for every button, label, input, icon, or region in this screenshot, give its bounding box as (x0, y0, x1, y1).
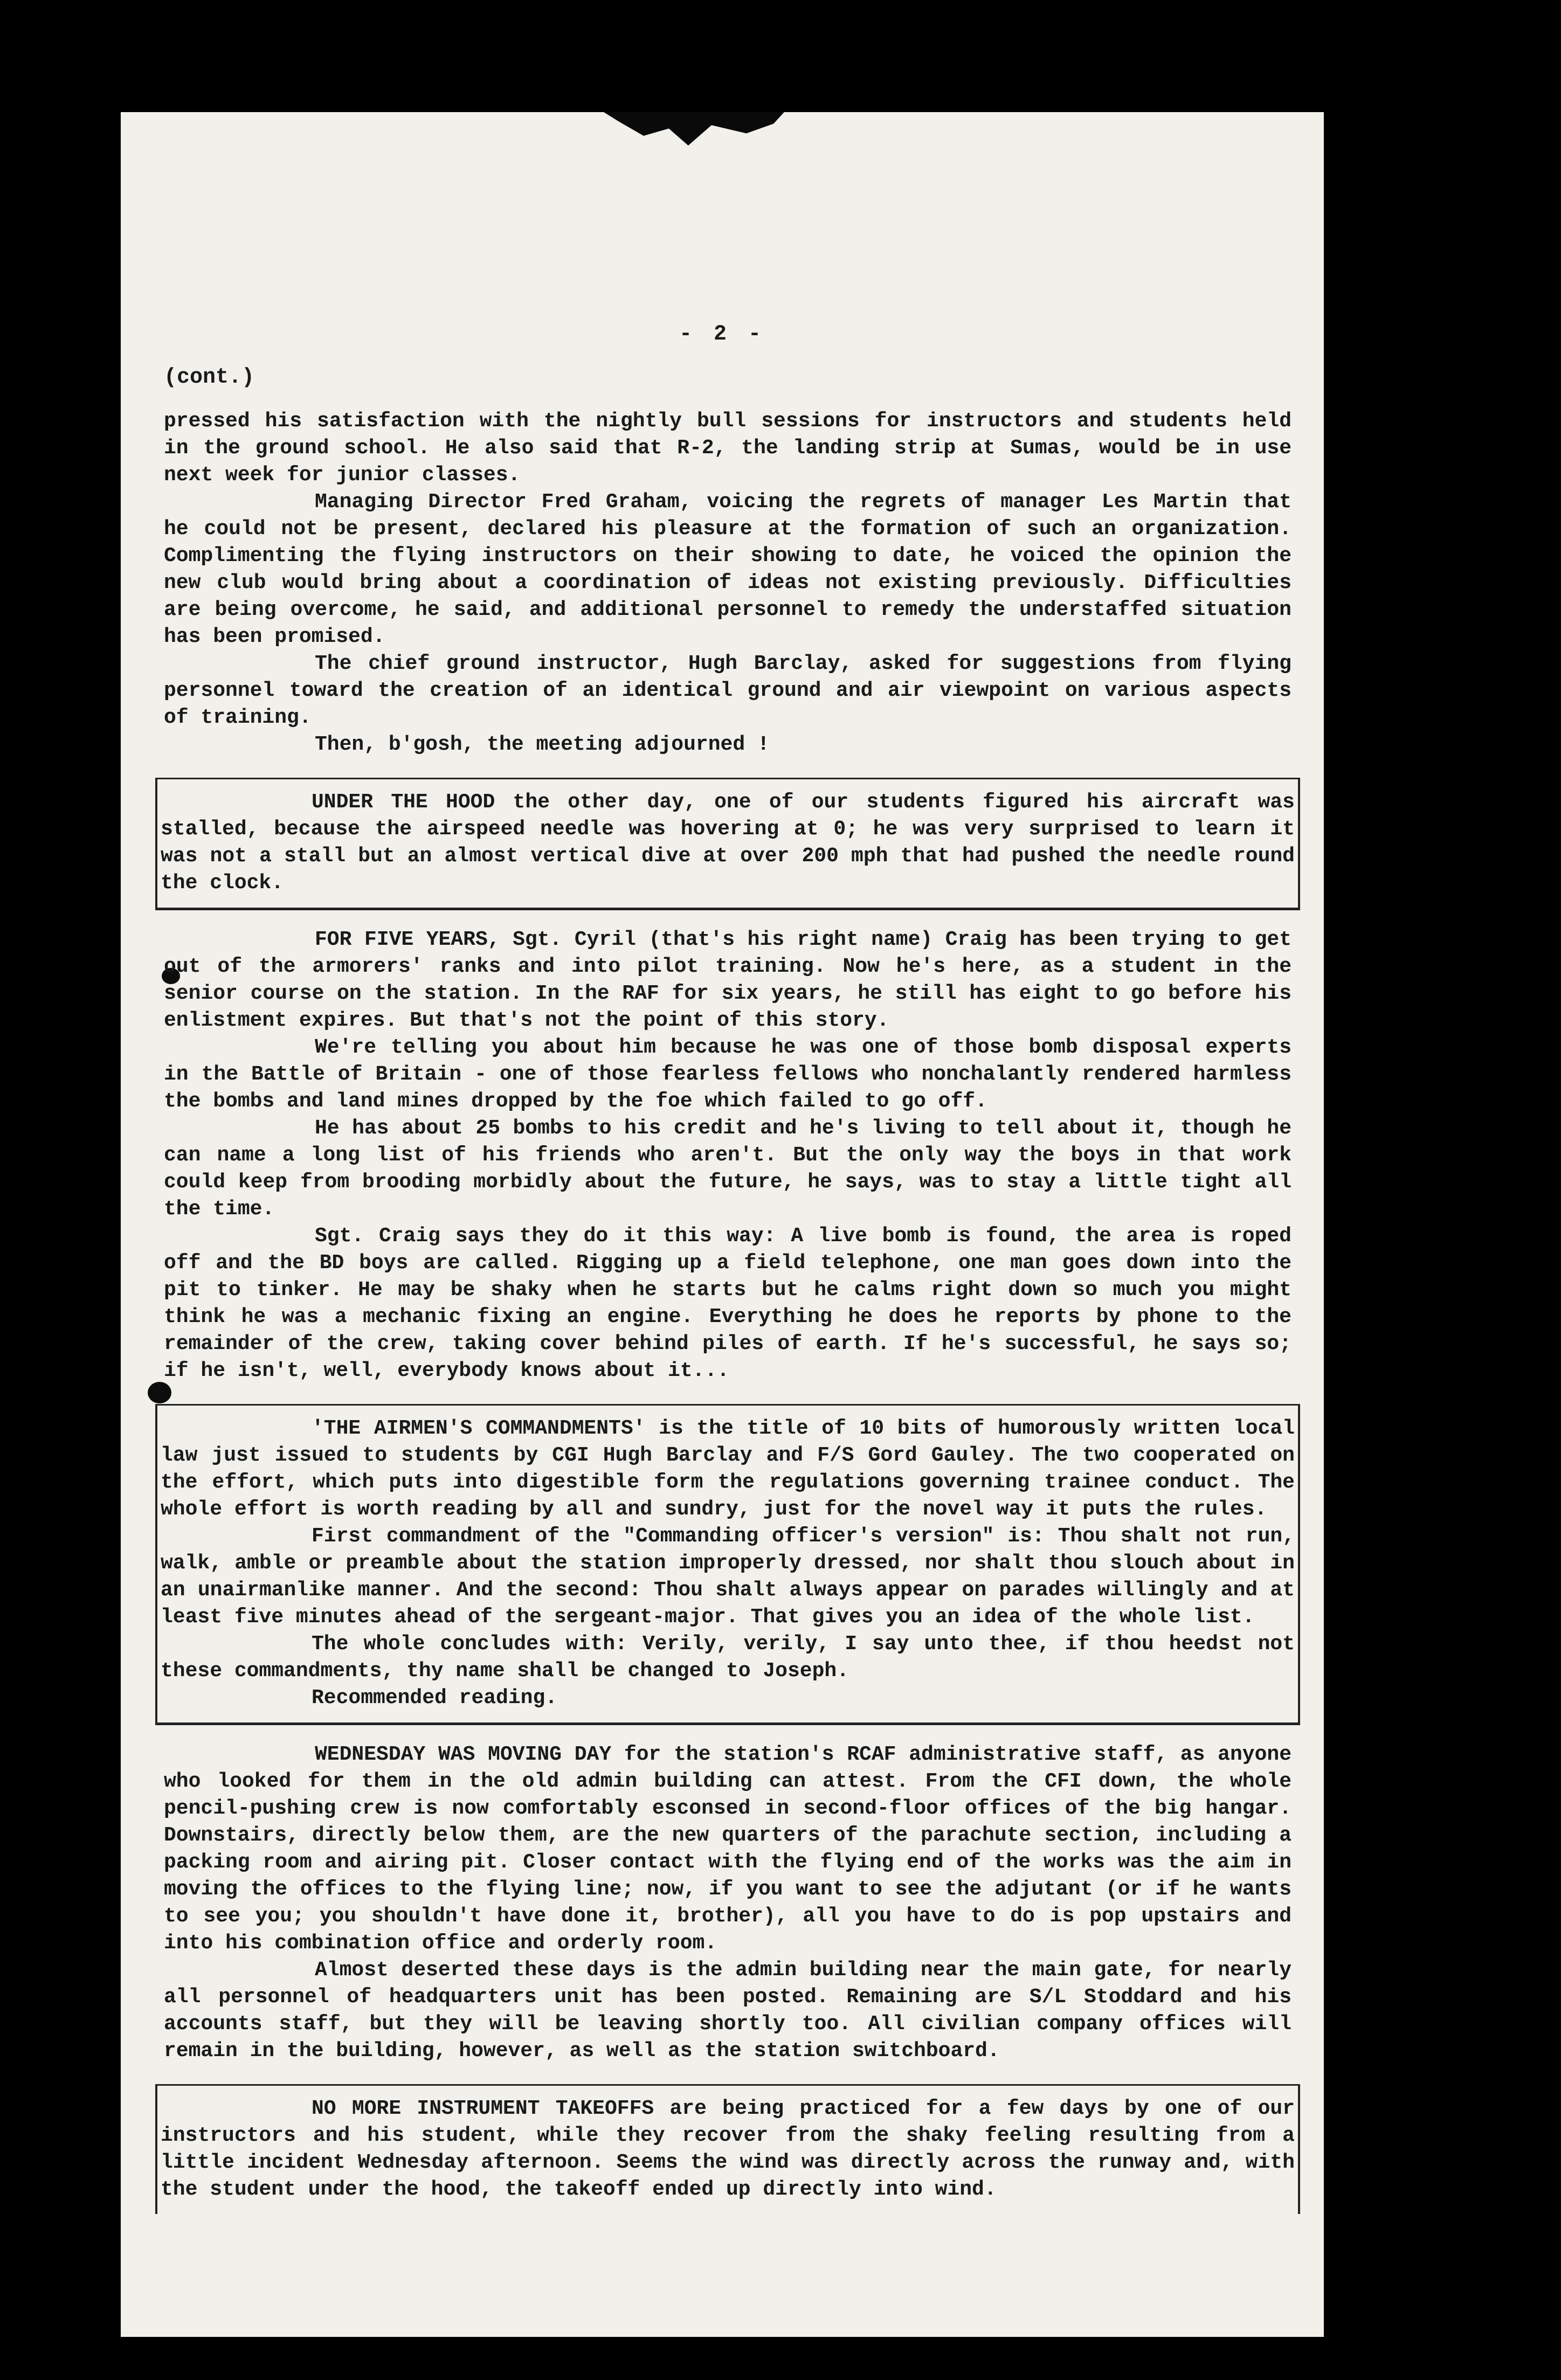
paragraph: pressed his satisfaction with the nightly bull sessions for instructors and students held in the ground school. He also said that R-2, the landing strip at Sumas, would be in use next week for junior classes. (164, 410, 1291, 487)
paragraph: Sgt. Craig says they do it this way: A live bomb is found, the area is roped off and the BD boys are called. Rigging up a field telephone, one man goes down into the pit to tinker. He may be shaky when he starts but he calms right down so much you might think he was a mechanic fixing an engine. Everything he does he reports by phone to the remainder of the crew, taking cover behind piles of earth. If he's successful, he says so; if he isn't, well, everybody knows about it... (164, 1224, 1291, 1382)
paragraph: Then, b'gosh, the meeting adjourned ! (315, 733, 770, 756)
paragraph: First commandment of the "Commanding officer's version" is: Thou shalt not run, walk, amble or preamble about the station improperly dressed, nor shalt thou slouch about in an unairmanlike manner. And the second: Thou shalt always appear on parades willingly and at least five minutes ahead of the sergeant-major. That gives you an idea of the whole list. (161, 1525, 1295, 1629)
paragraph: We're telling you about him because he was one of those bomb disposal experts in the Battle of Britain - one of those fearless fellows who nonchalantly rendered harmless the bombs and land mines dropped by the foe which failed to go off. (164, 1036, 1291, 1113)
paragraph: WEDNESDAY WAS MOVING DAY for the station's RCAF administrative staff, as anyone who looked for them in the old admin building can attest. From the CFI down, the whole pencil-pushing crew is now comfortably esconsed in second-floor offices of the big hangar. Downstairs, directly below them, are the new quarters of the parachute section, including a packing room and airing pit. Closer contact with the flying end of the works was the aim in moving the offices to the flying line; now, if you want to see the adjutant (or if he wants to see you; you shouldn't have done it, brother), all you have to do is pop upstairs and into his combination office and orderly room. (164, 1743, 1291, 1955)
paragraph: 'THE AIRMEN'S COMMANDMENTS' is the title of 10 bits of humorously written local law just issued to students by CGI Hugh Barclay and F/S Gord Gauley. The two cooperated on the effort, which puts into digestible form the regulations governing trainee conduct. The whole effort is worth reading by all and sundry, just for the novel way it puts the rules. (161, 1417, 1295, 1521)
page-number: - 2 - (679, 322, 766, 347)
paragraph: UNDER THE HOOD the other day, one of our students figured his aircraft was stalled, because the airspeed needle was hovering at 0; he was very surprised to learn it was not a stall but an almost vertical dive at over 200 mph that had pushed the needle round the clock. (161, 791, 1295, 895)
torn-edge (595, 112, 789, 155)
paragraph: The whole concludes with: Verily, verily, I say unto thee, if thou heedst not these commandments, thy name shall be changed to Joseph. (161, 1632, 1295, 1683)
meeting-section (164, 408, 1291, 758)
paragraph: The chief ground instructor, Hugh Barclay, asked for suggestions from flying personnel toward the creation of an identical ground and air viewpoint on various aspects of training. (164, 652, 1291, 729)
under-the-hood-box (155, 778, 1300, 910)
paragraph: Recommended reading. (312, 1686, 558, 1710)
instrument-takeoffs-box (155, 2084, 1300, 2214)
commandments-box (155, 1404, 1300, 1725)
paragraph: He has about 25 bombs to his credit and he's living to tell about it, though he can name a long list of his friends who aren't. But the only way the boys in that work could keep from brooding morbidly about the future, he says, was to stay a little tight all the time. (164, 1117, 1291, 1221)
paragraph: NO MORE INSTRUMENT TAKEOFFS are being practiced for a few days by one of our instructors and his student, while they recover from the shaky feeling resulting from a little incident Wednesday afternoon. Seems the wind was directly across the runway and, with the student under the hood, the takeoff ended up directly into wind. (161, 2097, 1295, 2201)
document-page (121, 112, 1324, 2337)
paragraph: FOR FIVE YEARS, Sgt. Cyril (that's his right name) Craig has been trying to get out of the armorers' ranks and into pilot training. Now he's here, as a student in the senior course on the station. In the RAF for six years, he still has eight to go before his enlistment expires. But that's not the point of this story. (164, 928, 1291, 1032)
paragraph: Almost deserted these days is the admin building near the main gate, for nearly all personnel of headquarters unit has been posted. Remaining are S/L Stoddard and his accounts staff, but they will be leaving shortly too. All civilian company offices will remain in the building, however, as well as the station switchboard. (164, 1959, 1291, 2063)
moving-day-section (164, 1741, 1291, 2065)
continued-label: (cont.) (164, 365, 255, 390)
paragraph: Managing Director Fred Graham, voicing the regrets of manager Les Martin that he could not be present, declared his pleasure at the formation of such an organization. Complimenting the flying instructors on their showing to date, he voiced the opinion the new club would bring about a coordination of ideas not existing previously. Difficulties are being overcome, he said, and additional personnel to remedy the understaffed situation has been promised. (164, 490, 1291, 648)
craig-section (164, 926, 1291, 1385)
article-body (161, 365, 1295, 2230)
